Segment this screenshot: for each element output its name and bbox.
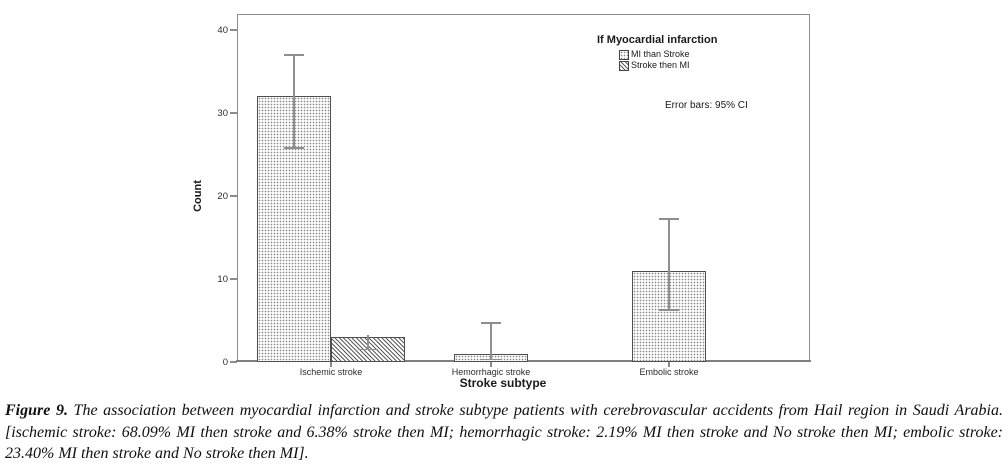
x-category-label: Ischemic stroke: [299, 367, 363, 377]
error-bar-line: [367, 335, 369, 349]
y-tick-mark: [230, 195, 237, 197]
y-tick-mark: [230, 278, 237, 280]
legend-item: [619, 60, 717, 71]
y-tick-label: 0: [222, 356, 228, 368]
y-tick-mark: [230, 29, 237, 31]
error-bar-cap-bottom: [659, 309, 679, 311]
x-category-label: Hemorrhagic stroke: [451, 367, 531, 377]
y-axis-title: Count: [192, 180, 204, 212]
x-axis-title: Stroke subtype: [459, 376, 547, 390]
error-bar-line: [490, 323, 492, 360]
error-bar-cap-bottom: [358, 349, 378, 351]
y-tick-label: 30: [217, 107, 228, 119]
y-tick-mark: [230, 112, 237, 114]
error-bar-cap-top: [284, 54, 304, 56]
error-bar-line: [293, 55, 295, 148]
y-tick-label: 20: [217, 190, 228, 202]
legend-item-label: Stroke then MI: [631, 60, 690, 70]
legend-items: [597, 49, 717, 71]
figure-caption: [5, 400, 1003, 465]
error-bar-cap-top: [481, 322, 501, 324]
legend: [597, 34, 717, 71]
x-category-label: Embolic stroke: [639, 367, 699, 377]
legend-item-label: MI than Stroke: [631, 49, 690, 59]
y-tick-mark: [230, 361, 237, 363]
legend-item: [619, 49, 717, 60]
figure-caption-label: Figure 9.: [5, 402, 68, 419]
dots-swatch-icon: [619, 50, 629, 60]
error-bar-cap-top: [659, 218, 679, 220]
y-tick-label: 40: [217, 24, 228, 36]
hatch-swatch-icon: [619, 61, 629, 71]
figure-caption-text: The association between myocardial infarction and stroke subtype patients with cerebrovascular accidents from Hail region in Saudi Arabia. [ischemic stroke: 68.09% MI then stroke and 6.38% stroke then MI; hemorrhagic stroke: 2.19% MI then stroke and No stroke then MI; embolic stroke: 23.40% MI then stroke and No stroke then MI].: [5, 402, 1003, 462]
error-bars-note: Error bars: 95% CI: [665, 100, 748, 111]
error-bar-cap-bottom: [481, 359, 501, 361]
error-bar-line: [668, 219, 670, 309]
legend-title: If Myocardial infarction: [597, 34, 718, 46]
y-tick-label: 10: [217, 273, 228, 285]
error-bar-cap-bottom: [284, 147, 304, 149]
